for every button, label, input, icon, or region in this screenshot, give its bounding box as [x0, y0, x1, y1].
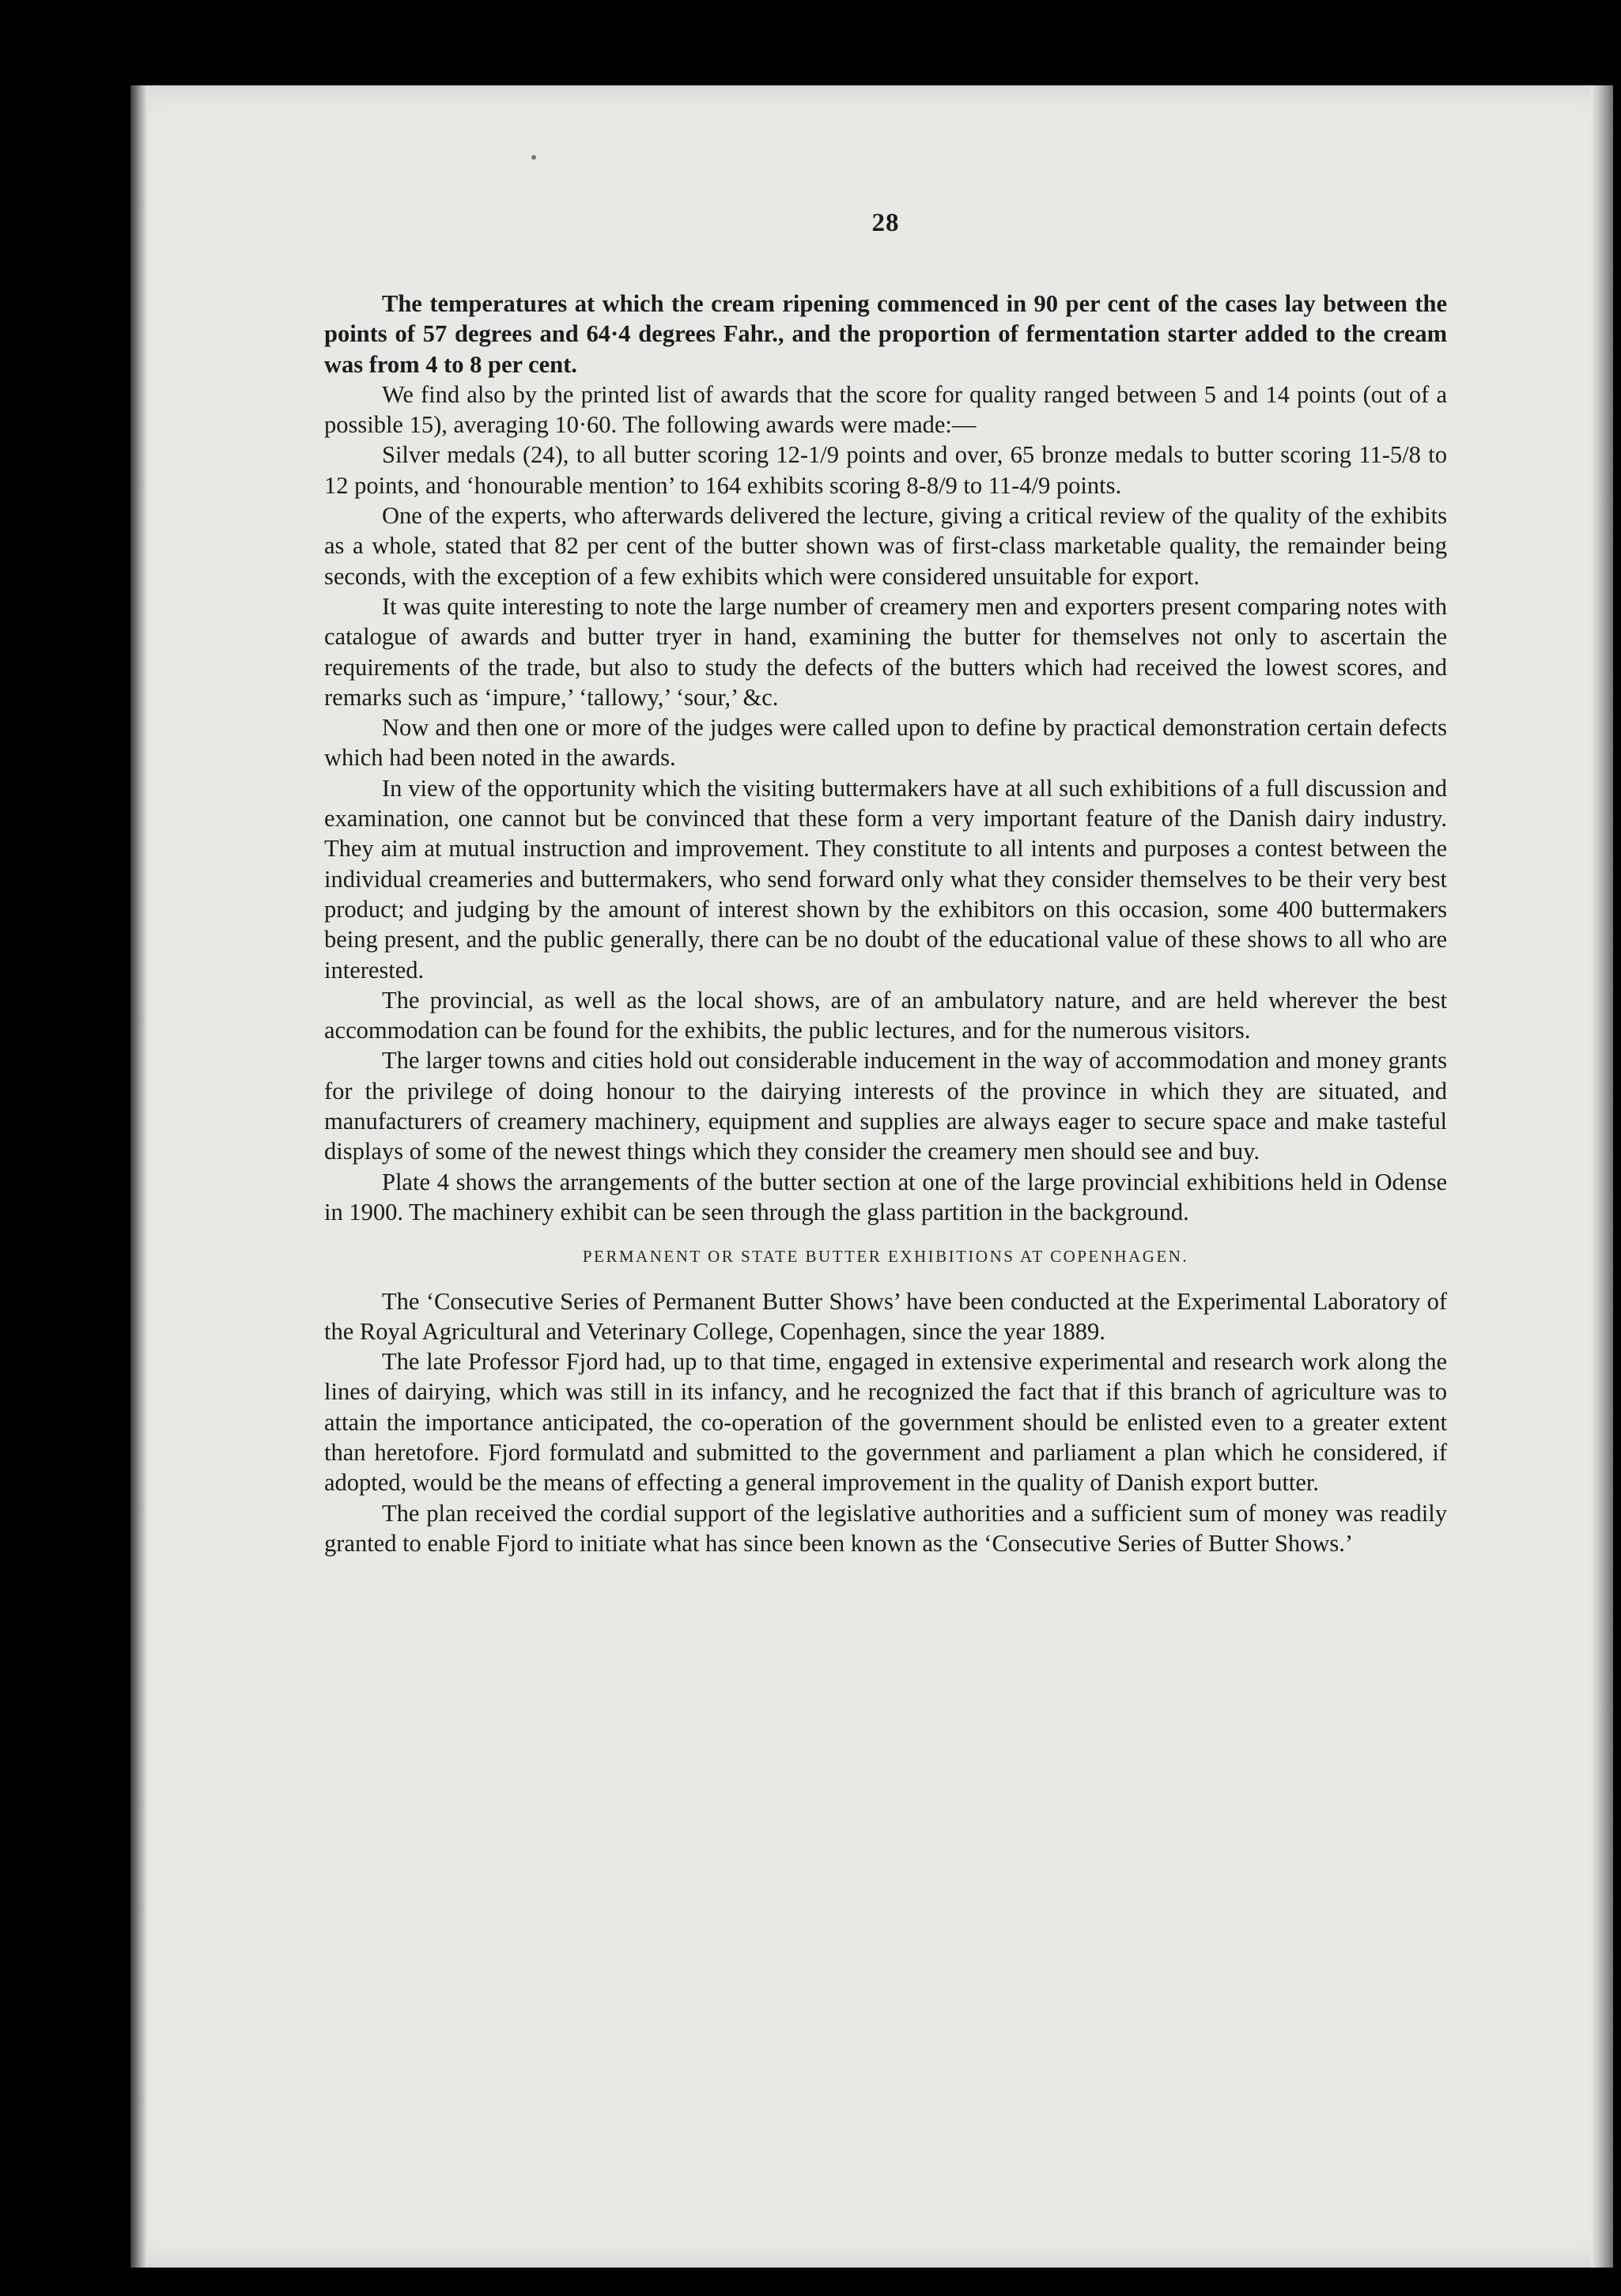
- paragraph-quality-scores: We find also by the printed list of awards that the score for quality ranged between 5 and 14 points (out of a possible 15), averaging 10·60. The following awards were made:—: [324, 380, 1447, 439]
- paragraph-towns-inducement: The larger towns and cities hold out considerable inducement in the way of accommodation and money grants for the privilege of doing honour to the dairying interests of the province in which they are situated, and manufacturers of creamery machinery, equipment and supplies are always eager to secure space and make tasteful displays of some of the newest things which they consider the creamery men should see and buy.: [324, 1047, 1447, 1165]
- page-binding-shadow: [130, 85, 148, 2268]
- paper-speck: [531, 155, 536, 160]
- paragraph-judges: Now and then one or more of the judges were called upon to define by practical demonstration certain defects which had been noted in the awards.: [324, 714, 1447, 772]
- paragraph-plan-support: The plan received the cordial support of the legislative authorities and a sufficient sum of money was readily granted to enable Fjord to initiate what has since been known as the ‘Consecutive Series of Butter Shows.’: [324, 1499, 1447, 1557]
- page-number: 28: [871, 209, 900, 237]
- paragraph-medals: Silver medals (24), to all butter scoring 12-1/9 points and over, 65 bronze medals to butter scoring 11-5/8 to 12 points, and ‘honourable mention’ to 164 exhibits scoring 8-8/9 to 11-4/9 points.: [324, 441, 1447, 499]
- section-heading: PERMANENT OR STATE BUTTER EXHIBITIONS AT COPENHAGEN.: [582, 1247, 1189, 1267]
- page-edge-shadow: [1591, 85, 1613, 2268]
- paragraph-professor-fjord: The late Professor Fjord had, up to that time, engaged in extensive experimental and research work along the lines of dairying, which was still in its infancy, and he recognized the fact that if this branch of agriculture was to attain the importance anticipated, the co-operation of the government should be enlisted even to a greater extent than heretofore. Fjord formulatd and submitted to the government and parliament a plan which he considered, if adopted, would be the means of effecting a general improvement in the quality of Danish export butter.: [324, 1348, 1447, 1497]
- body-text: [324, 289, 1447, 1558]
- paragraph-exhibitions-value: In view of the opportunity which the visiting buttermakers have at all such exhibitions of a full discussion and examination, one cannot but be convinced that these form a very important feature of the Danish dairy industry. They aim at mutual instruction and improvement. They constitute to all intents and purposes a contest between the individual creameries and buttermakers, who send forward only what they consider themselves to be their very best product; and judging by the amount of interest shown by the exhibitors on this occasion, some 400 buttermakers being present, and the public generally, there can be no doubt of the educational value of these shows to all who are interested.: [324, 774, 1447, 984]
- paragraph-consecutive-series: The ‘Consecutive Series of Permanent Butter Shows’ have been conducted at the Experimental Laboratory of the Royal Agricultural and Veterinary College, Copenhagen, since the year 1889.: [324, 1287, 1447, 1345]
- paragraph-provincial-shows: The provincial, as well as the local shows, are of an ambulatory nature, and are held wherever the best accommodation can be found for the exhibits, the public lectures, and for the numerous visitors.: [324, 986, 1447, 1044]
- paragraph-plate-4: Plate 4 shows the arrangements of the butter section at one of the large provincial exhibitions held in Odense in 1900. The machinery exhibit can be seen through the glass partition in the background.: [324, 1168, 1447, 1225]
- paragraph-cream-ripening: The temperatures at which the cream ripening commenced in 90 per cent of the cases lay between the points of 57 degrees and 64·4 degrees Fahr., and the proportion of fermentation starter added to the cream was from 4 to 8 per cent.: [324, 290, 1447, 378]
- paragraph-creamery-men: It was quite interesting to note the large number of creamery men and exporters present comparing notes with catalogue of awards and butter tryer in hand, examining the butter for themselves not only to ascertain the requirements of the trade, but also to study the defects of the butters which had received the lowest scores, and remarks such as ‘impure,’ ‘tallowy,’ ‘sour,’ &c.: [324, 592, 1447, 711]
- paragraph-expert-review: One of the experts, who afterwards delivered the lecture, giving a critical review of the quality of the exhibits as a whole, stated that 82 per cent of the butter shown was of first-class marketable quality, the remainder being seconds, with the exception of a few exhibits which were considered unsuitable for export.: [324, 502, 1447, 590]
